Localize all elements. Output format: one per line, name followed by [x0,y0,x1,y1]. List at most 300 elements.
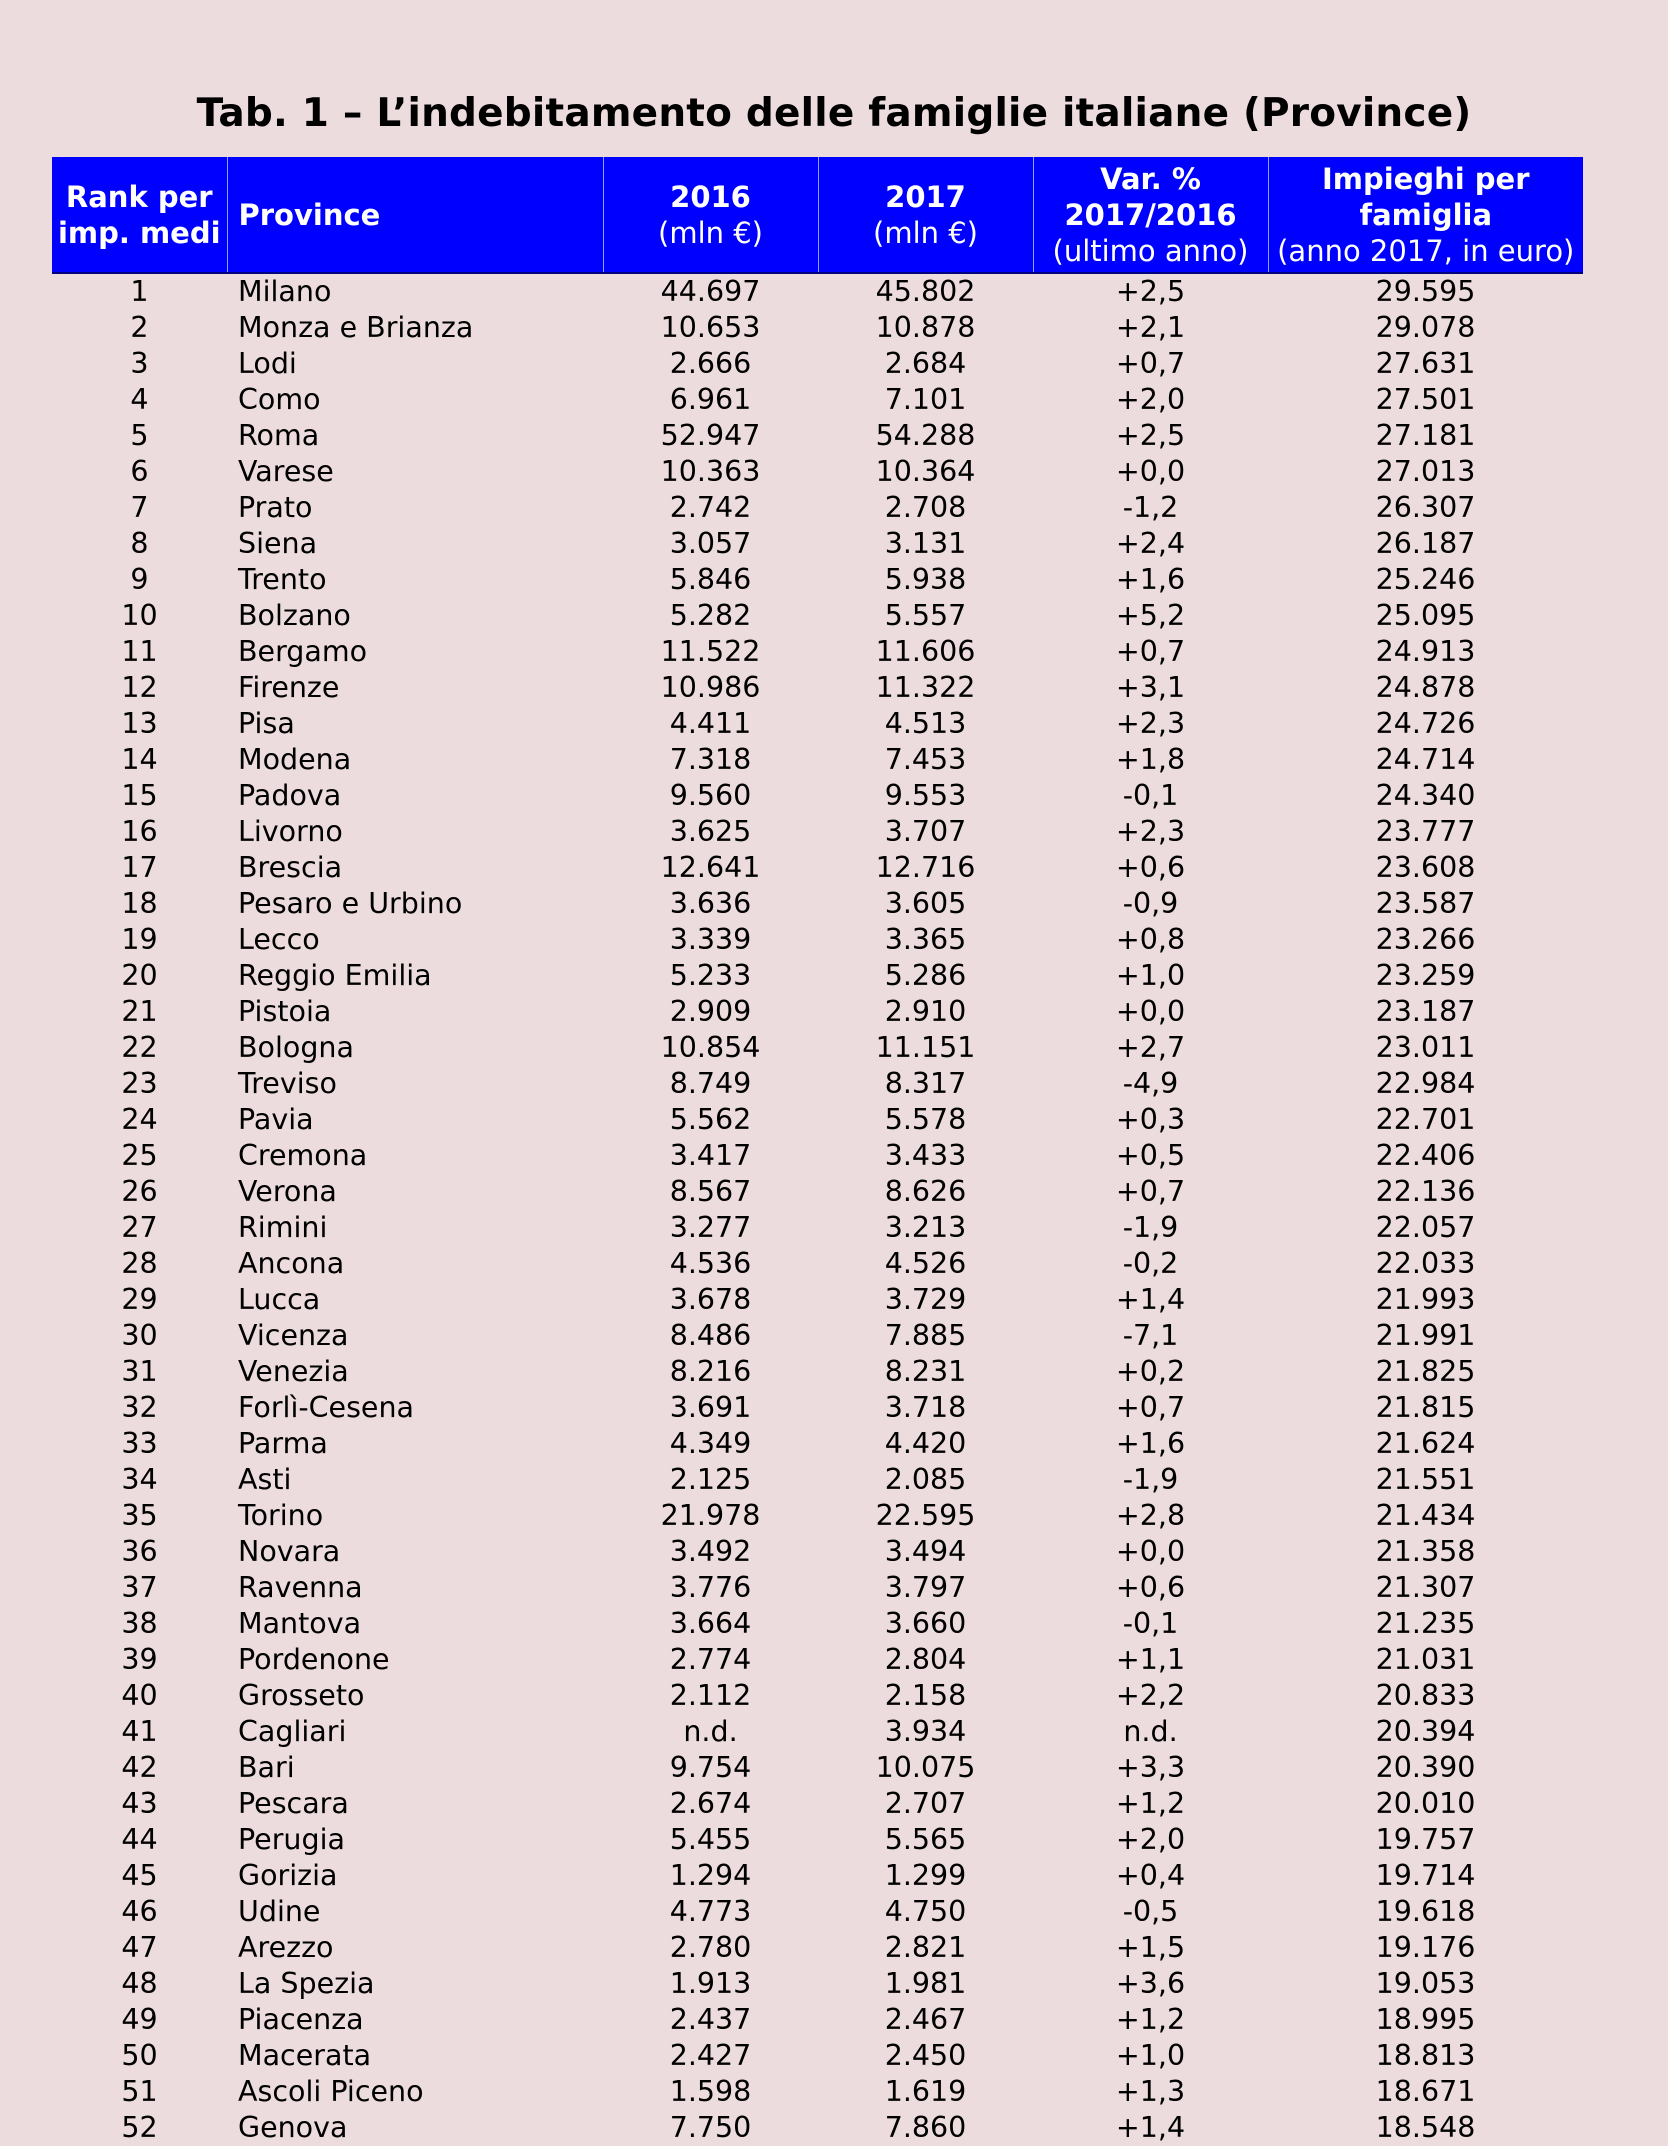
province-cell: Brescia [238,851,343,884]
value-2017-cell: 10.075 [875,1751,976,1784]
value-2016-cell: 3.492 [669,1535,752,1568]
value-2016-cell: 10.986 [660,671,761,704]
variation-cell: +1,0 [1115,959,1186,992]
table-header-row [52,157,1583,273]
value-2017-cell: 4.750 [884,1895,967,1928]
province-cell: Trento [238,563,327,596]
variation-cell: +0,6 [1115,1571,1186,1604]
table-row [52,1714,1583,1750]
table-row [52,454,1583,490]
column-header-rank-line1: Rank per [65,179,213,214]
loans-per-family-cell: 24.714 [1375,743,1476,776]
table-row [52,526,1583,562]
variation-cell: +1,8 [1115,743,1186,776]
variation-cell: +0,0 [1115,1535,1186,1568]
value-2017-cell: 2.085 [884,1463,967,1496]
value-2016-cell: 1.294 [669,1859,752,1892]
province-cell: Bergamo [238,635,368,668]
value-2017-cell: 3.707 [884,815,967,848]
table-row [52,562,1583,598]
province-cell: La Spezia [238,1967,375,2000]
province-cell: Perugia [238,1823,345,1856]
variation-cell: +1,6 [1115,563,1186,596]
value-2016-cell: 3.339 [669,923,752,956]
rank-cell: 17 [121,851,158,884]
column-header-2016-label: 2016 [670,179,751,214]
rank-cell: 22 [121,1031,158,1064]
loans-per-family-cell: 23.266 [1375,923,1476,956]
province-cell: Pescara [238,1787,349,1820]
rank-cell: 10 [121,599,158,632]
province-cell: Milano [238,275,332,308]
value-2016-cell: 9.754 [669,1751,752,1784]
value-2016-cell: 3.691 [669,1391,752,1424]
column-header-province [227,157,603,273]
variation-cell: +0,3 [1115,1103,1186,1136]
rank-cell: 8 [130,527,149,560]
value-2017-cell: 3.797 [884,1571,967,1604]
value-2016-cell: 3.417 [669,1139,752,1172]
rank-cell: 16 [121,815,158,848]
loans-per-family-cell: 21.991 [1375,1319,1476,1352]
column-header-2016-unit: (mln €) [658,215,763,250]
value-2016-cell: 5.282 [669,599,752,632]
variation-cell: +0,0 [1115,455,1186,488]
value-2016-cell: 8.486 [669,1319,752,1352]
province-cell: Rimini [238,1211,328,1244]
value-2017-cell: 9.553 [884,779,967,812]
table-row [52,1210,1583,1246]
loans-per-family-cell: 21.031 [1375,1643,1476,1676]
rank-cell: 21 [121,995,158,1028]
value-2017-cell: 8.317 [884,1067,967,1100]
column-header-variation-line1: Var. % [1100,161,1201,196]
province-cell: Varese [238,455,334,488]
value-2016-cell: 21.978 [660,1499,761,1532]
variation-cell: -1,2 [1122,491,1179,524]
loans-per-family-cell: 22.406 [1375,1139,1476,1172]
table-row [52,1138,1583,1174]
value-2017-cell: 45.802 [875,275,976,308]
variation-cell: -0,2 [1122,1247,1179,1280]
province-cell: Torino [238,1499,324,1532]
value-2016-cell: 3.664 [669,1607,752,1640]
value-2017-cell: 7.885 [884,1319,967,1352]
column-header-loans-line1: Impieghi per [1321,161,1530,196]
variation-cell: -7,1 [1122,1319,1179,1352]
variation-cell: +3,1 [1115,671,1186,704]
variation-cell: n.d. [1123,1715,1178,1748]
column-header-variation-line2: 2017/2016 [1064,197,1237,232]
rank-cell: 40 [121,1679,158,1712]
value-2017-cell: 2.910 [884,995,967,1028]
rank-cell: 43 [121,1787,158,1820]
rank-cell: 51 [121,2075,158,2108]
value-2016-cell: 3.776 [669,1571,752,1604]
value-2017-cell: 3.934 [884,1715,967,1748]
column-header-variation [1033,157,1268,273]
loans-per-family-cell: 19.757 [1375,1823,1476,1856]
province-cell: Pavia [238,1103,314,1136]
table-row [52,2074,1583,2110]
loans-per-family-cell: 18.813 [1375,2039,1476,2072]
rank-cell: 24 [121,1103,158,1136]
loans-per-family-cell: 23.259 [1375,959,1476,992]
variation-cell: +0,7 [1115,1175,1186,1208]
rank-cell: 3 [130,347,149,380]
loans-per-family-cell: 18.671 [1375,2075,1476,2108]
value-2016-cell: 12.641 [660,851,761,884]
loans-per-family-cell: 22.136 [1375,1175,1476,1208]
variation-cell: +2,0 [1115,1823,1186,1856]
value-2016-cell: 2.666 [669,347,752,380]
variation-cell: +0,7 [1115,347,1186,380]
rank-cell: 18 [121,887,158,920]
value-2016-cell: 6.961 [669,383,752,416]
variation-cell: +1,2 [1115,1787,1186,1820]
column-header-2017-unit: (mln €) [873,215,978,250]
rank-cell: 47 [121,1931,158,1964]
table-row [52,1462,1583,1498]
province-cell: Ravenna [238,1571,363,1604]
table-row [52,346,1583,382]
table-row [52,1318,1583,1354]
province-cell: Pistoia [238,995,332,1028]
value-2016-cell: 2.437 [669,2003,752,2036]
table-row [52,1102,1583,1138]
value-2017-cell: 54.288 [875,419,976,452]
variation-cell: +0,8 [1115,923,1186,956]
value-2017-cell: 7.860 [884,2111,967,2144]
rank-cell: 32 [121,1391,158,1424]
loans-per-family-cell: 21.307 [1375,1571,1476,1604]
table-row [52,1642,1583,1678]
table-row [52,1570,1583,1606]
column-header-loans-note: (anno 2017, in euro) [1277,233,1575,268]
value-2016-cell: 11.522 [660,635,761,668]
province-cell: Venezia [238,1355,349,1388]
value-2016-cell: 7.750 [669,2111,752,2144]
value-2017-cell: 3.605 [884,887,967,920]
variation-cell: +0,5 [1115,1139,1186,1172]
rank-cell: 50 [121,2039,158,2072]
province-cell: Pesaro e Urbino [238,887,463,920]
province-cell: Parma [238,1427,328,1460]
value-2016-cell: 8.749 [669,1067,752,1100]
table-row [52,1966,1583,2002]
value-2017-cell: 2.708 [884,491,967,524]
value-2016-cell: 4.349 [669,1427,752,1460]
value-2017-cell: 1.299 [884,1859,967,1892]
loans-per-family-cell: 24.878 [1375,671,1476,704]
loans-per-family-cell: 19.176 [1375,1931,1476,1964]
loans-per-family-cell: 18.995 [1375,2003,1476,2036]
table-row [52,670,1583,706]
province-cell: Pisa [238,707,295,740]
variation-cell: +2,1 [1115,311,1186,344]
province-cell: Forlì-Cesena [238,1391,414,1424]
table-row [52,958,1583,994]
table-row [52,2038,1583,2074]
variation-cell: +2,2 [1115,1679,1186,1712]
value-2016-cell: 3.277 [669,1211,752,1244]
value-2016-cell: 10.653 [660,311,761,344]
value-2016-cell: 4.536 [669,1247,752,1280]
loans-per-family-cell: 23.608 [1375,851,1476,884]
rank-cell: 9 [130,563,149,596]
table-row [52,1426,1583,1462]
value-2016-cell: 1.598 [669,2075,752,2108]
value-2017-cell: 3.660 [884,1607,967,1640]
rank-cell: 39 [121,1643,158,1676]
value-2016-cell: 5.846 [669,563,752,596]
table-row [52,1174,1583,1210]
value-2017-cell: 5.578 [884,1103,967,1136]
value-2017-cell: 2.450 [884,2039,967,2072]
rank-cell: 27 [121,1211,158,1244]
province-cell: Vicenza [238,1319,349,1352]
rank-cell: 44 [121,1823,158,1856]
rank-cell: 34 [121,1463,158,1496]
loans-per-family-cell: 29.595 [1375,275,1476,308]
rank-cell: 7 [130,491,149,524]
variation-cell: +2,8 [1115,1499,1186,1532]
province-cell: Padova [238,779,342,812]
loans-per-family-cell: 22.984 [1375,1067,1476,1100]
province-cell: Ancona [238,1247,345,1280]
table-row [52,1030,1583,1066]
value-2017-cell: 22.595 [875,1499,976,1532]
loans-per-family-cell: 21.551 [1375,1463,1476,1496]
loans-per-family-cell: 23.587 [1375,887,1476,920]
table-row [52,778,1583,814]
value-2017-cell: 1.981 [884,1967,967,2000]
province-cell: Modena [238,743,352,776]
rank-cell: 15 [121,779,158,812]
province-cell: Ascoli Piceno [238,2075,424,2108]
loans-per-family-cell: 25.095 [1375,599,1476,632]
table-row [52,706,1583,742]
table-row [52,1246,1583,1282]
table-row [52,1498,1583,1534]
value-2017-cell: 4.420 [884,1427,967,1460]
value-2016-cell: 10.363 [660,455,761,488]
loans-per-family-cell: 20.010 [1375,1787,1476,1820]
province-cell: Pordenone [238,1643,390,1676]
loans-per-family-cell: 27.631 [1375,347,1476,380]
loans-per-family-cell: 23.187 [1375,995,1476,1028]
value-2017-cell: 2.684 [884,347,967,380]
table-row [52,850,1583,886]
value-2016-cell: 9.560 [669,779,752,812]
rank-cell: 14 [121,743,158,776]
loans-per-family-cell: 21.825 [1375,1355,1476,1388]
loans-per-family-cell: 21.993 [1375,1283,1476,1316]
variation-cell: +0,6 [1115,851,1186,884]
value-2016-cell: 2.909 [669,995,752,1028]
variation-cell: +1,0 [1115,2039,1186,2072]
variation-cell: +5,2 [1115,599,1186,632]
rank-cell: 45 [121,1859,158,1892]
rank-cell: 12 [121,671,158,704]
value-2016-cell: 8.216 [669,1355,752,1388]
rank-cell: 6 [130,455,149,488]
page-title: Tab. 1 – L’indebitamento delle famiglie italiane (Province) [196,91,1472,136]
rank-cell: 28 [121,1247,158,1280]
province-cell: Reggio Emilia [238,959,432,992]
province-cell: Lucca [238,1283,321,1316]
loans-per-family-cell: 21.434 [1375,1499,1476,1532]
value-2016-cell: 5.233 [669,959,752,992]
loans-per-family-cell: 23.011 [1375,1031,1476,1064]
variation-cell: +2,5 [1115,419,1186,452]
value-2016-cell: 7.318 [669,743,752,776]
value-2017-cell: 2.804 [884,1643,967,1676]
loans-per-family-cell: 25.246 [1375,563,1476,596]
value-2017-cell: 11.151 [875,1031,976,1064]
table-row [52,1534,1583,1570]
rank-cell: 29 [121,1283,158,1316]
value-2017-cell: 8.626 [884,1175,967,1208]
column-header-rank-line2: imp. medi [57,215,221,250]
value-2017-cell: 7.101 [884,383,967,416]
province-cell: Firenze [238,671,340,704]
variation-cell: -4,9 [1122,1067,1179,1100]
province-cell: Siena [238,527,318,560]
column-header-variation-note: (ultimo anno) [1052,233,1249,268]
loans-per-family-cell: 22.033 [1375,1247,1476,1280]
variation-cell: +1,6 [1115,1427,1186,1460]
table-row [52,634,1583,670]
province-cell: Lecco [238,923,320,956]
value-2017-cell: 3.433 [884,1139,967,1172]
value-2017-cell: 4.513 [884,707,967,740]
loans-per-family-cell: 29.078 [1375,311,1476,344]
rank-cell: 52 [121,2111,158,2144]
value-2016-cell: 2.774 [669,1643,752,1676]
loans-per-family-cell: 22.057 [1375,1211,1476,1244]
rank-cell: 48 [121,1967,158,2000]
table-row [52,1390,1583,1426]
loans-per-family-cell: 19.714 [1375,1859,1476,1892]
value-2016-cell: 44.697 [660,275,761,308]
variation-cell: -0,1 [1122,1607,1179,1640]
province-cell: Asti [238,1463,292,1496]
province-cell: Lodi [238,347,297,380]
value-2017-cell: 5.938 [884,563,967,596]
province-cell: Roma [238,419,320,452]
value-2016-cell: 5.455 [669,1823,752,1856]
table-row [52,1894,1583,1930]
table-row [52,598,1583,634]
table-row [52,1606,1583,1642]
rank-cell: 49 [121,2003,158,2036]
table-row [52,418,1583,454]
value-2016-cell: 2.780 [669,1931,752,1964]
loans-per-family-cell: 24.913 [1375,635,1476,668]
rank-cell: 19 [121,923,158,956]
province-cell: Prato [238,491,313,524]
province-cell: Mantova [238,1607,362,1640]
loans-per-family-cell: 22.701 [1375,1103,1476,1136]
rank-cell: 36 [121,1535,158,1568]
table-row [52,490,1583,526]
table-row [52,886,1583,922]
variation-cell: +0,0 [1115,995,1186,1028]
province-cell: Novara [238,1535,341,1568]
province-cell: Piacenza [238,2003,364,2036]
value-2016-cell: 3.636 [669,887,752,920]
value-2017-cell: 12.716 [875,851,976,884]
province-cell: Udine [238,1895,321,1928]
variation-cell: +0,2 [1115,1355,1186,1388]
value-2016-cell: 3.678 [669,1283,752,1316]
loans-per-family-cell: 20.394 [1375,1715,1476,1748]
rank-cell: 25 [121,1139,158,1172]
variation-cell: +1,4 [1115,2111,1186,2144]
column-header-2016 [603,157,818,273]
province-cell: Macerata [238,2039,372,2072]
variation-cell: +1,1 [1115,1643,1186,1676]
province-cell: Arezzo [238,1931,334,1964]
value-2017-cell: 5.565 [884,1823,967,1856]
table-row [52,1678,1583,1714]
table-row [52,814,1583,850]
value-2017-cell: 5.286 [884,959,967,992]
loans-per-family-cell: 21.358 [1375,1535,1476,1568]
value-2016-cell: 2.742 [669,491,752,524]
value-2017-cell: 4.526 [884,1247,967,1280]
value-2016-cell: n.d. [683,1715,738,1748]
province-cell: Livorno [238,815,343,848]
value-2017-cell: 11.322 [875,671,976,704]
loans-per-family-cell: 24.726 [1375,707,1476,740]
province-cell: Gorizia [238,1859,338,1892]
variation-cell: -0,1 [1122,779,1179,812]
column-header-province-label: Province [238,197,381,232]
table-row [52,1066,1583,1102]
table-row [52,2002,1583,2038]
variation-cell: +2,7 [1115,1031,1186,1064]
table-row [52,1858,1583,1894]
province-cell: Verona [238,1175,337,1208]
variation-cell: -1,9 [1122,1463,1179,1496]
loans-per-family-cell: 19.053 [1375,1967,1476,2000]
loans-per-family-cell: 20.833 [1375,1679,1476,1712]
value-2016-cell: 5.562 [669,1103,752,1136]
loans-per-family-cell: 20.390 [1375,1751,1476,1784]
rank-cell: 33 [121,1427,158,1460]
value-2016-cell: 2.112 [669,1679,752,1712]
value-2016-cell: 2.125 [669,1463,752,1496]
value-2016-cell: 3.625 [669,815,752,848]
variation-cell: +0,7 [1115,635,1186,668]
value-2016-cell: 1.913 [669,1967,752,2000]
province-cell: Monza e Brianza [238,311,474,344]
column-header-2017-label: 2017 [885,179,966,214]
table-row [52,922,1583,958]
rank-cell: 30 [121,1319,158,1352]
variation-cell: +3,3 [1115,1751,1186,1784]
value-2017-cell: 2.707 [884,1787,967,1820]
province-cell: Bologna [238,1031,354,1064]
value-2016-cell: 4.411 [669,707,752,740]
province-cell: Como [238,383,321,416]
value-2017-cell: 10.364 [875,455,976,488]
variation-cell: -1,9 [1122,1211,1179,1244]
value-2017-cell: 1.619 [884,2075,967,2108]
loans-per-family-cell: 23.777 [1375,815,1476,848]
